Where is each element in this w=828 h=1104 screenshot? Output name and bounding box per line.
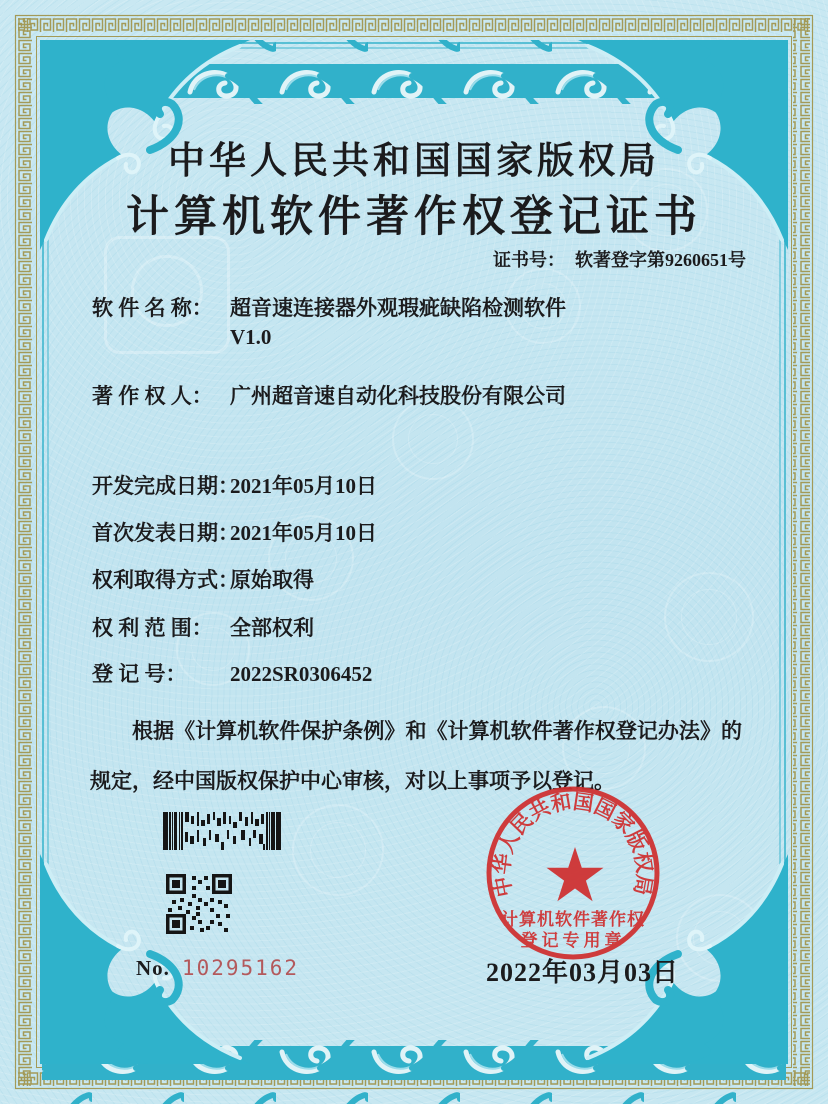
field-software-name — [92, 292, 566, 322]
field-label: 权 利 范 围： — [92, 616, 213, 640]
qr-code — [166, 874, 232, 934]
field-rights-scope — [92, 612, 314, 642]
field-software-version: V1.0 — [230, 325, 272, 349]
field-development-completion-date — [92, 470, 377, 500]
certificate-number-label: 证书号： — [493, 250, 565, 270]
field-first-publication-date — [92, 517, 377, 547]
field-value: 广州超音速自动化科技股份有限公司 — [230, 384, 566, 408]
serial-prefix: No. — [136, 956, 170, 980]
barcode — [163, 812, 281, 850]
issue-date: 2022年03月03日 — [486, 958, 680, 987]
serial-number-line — [136, 956, 299, 981]
field-copyright-owner — [92, 380, 566, 410]
field-value: 2021年05月10日 — [230, 521, 377, 545]
field-value: 原始取得 — [230, 568, 314, 592]
certificate-number-value: 软著登字第9260651号 — [575, 250, 746, 270]
field-label: 登 记 号： — [92, 662, 187, 686]
registration-statement: 根据《计算机软件保护条例》和《计算机软件著作权登记办法》的规定，经中国版权保护中心审核，对以上事项予以登记。 — [90, 719, 742, 793]
seal-line2: 登记专用章 — [520, 931, 626, 950]
official-seal — [470, 770, 676, 976]
seal-line1: 计算机软件著作权 — [501, 910, 645, 929]
field-value: 2021年05月10日 — [230, 474, 377, 498]
field-label: 软 件 名 称： — [92, 296, 213, 320]
certificate-title: 计算机软件著作权登记证书 — [126, 194, 702, 241]
field-label: 开发完成日期： — [92, 474, 239, 498]
field-value: 超音速连接器外观瑕疵缺陷检测软件 — [230, 296, 566, 320]
field-value: 全部权利 — [230, 616, 314, 640]
field-rights-acquisition-method — [92, 564, 314, 594]
field-value: 2022SR0306452 — [230, 662, 373, 686]
certificate-number-line — [493, 246, 746, 272]
seal-ring-text: 中华人民共和国国家版权局 — [489, 789, 657, 899]
field-label: 首次发表日期： — [92, 521, 239, 545]
field-label: 权利取得方式： — [92, 568, 239, 592]
star-icon — [547, 847, 604, 901]
field-registration-number — [92, 658, 372, 688]
issuing-authority-title: 中华人民共和国国家版权局 — [168, 141, 660, 182]
serial-number: 10295162 — [181, 956, 300, 980]
field-label: 著 作 权 人： — [92, 384, 213, 408]
